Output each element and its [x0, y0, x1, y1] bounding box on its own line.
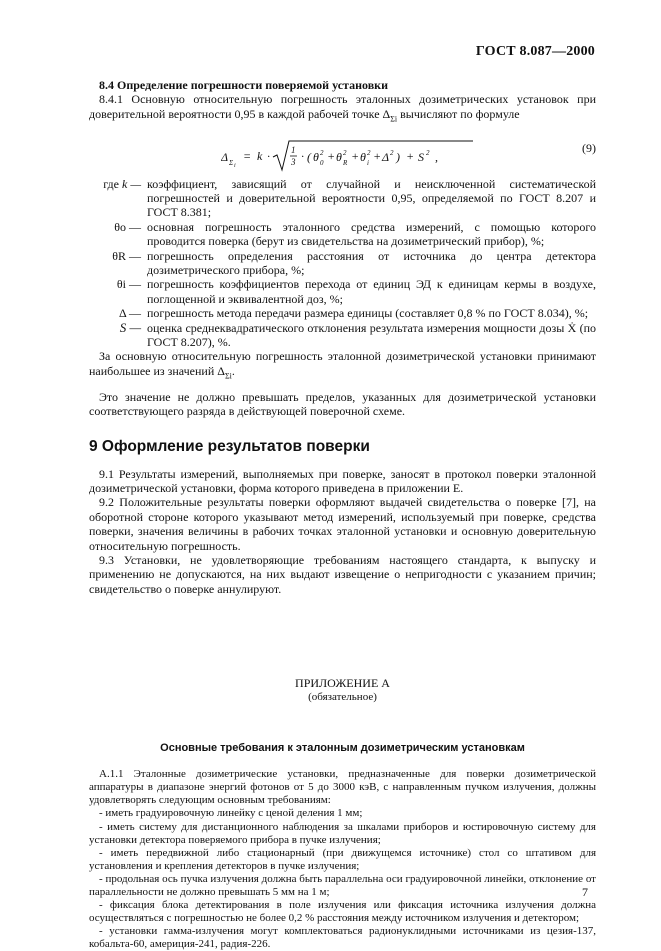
svg-text:S: S: [418, 149, 424, 164]
appendix-item: - иметь систему для дистанционного наблюдения за шкалами приборов и юстировочную систему для установки детектора поверяемого прибора в пучке излучения;: [89, 820, 596, 846]
formula-9: [89, 131, 596, 175]
section-8-4-paragraph-2: За основную относительную погрешность эталонной дозиметрической установки принимают наибольшее из значений $\Delta_{\Sigma i}$.: [89, 349, 596, 381]
svg-text:Σ: Σ: [229, 158, 234, 167]
definition-symbol: S —: [119, 319, 141, 335]
svg-text:(: (: [307, 149, 311, 164]
svg-text:R: R: [343, 158, 348, 167]
definition-text: погрешность коэффициентов перехода от единиц ЭД к единицам кермы в воздухе, поглощенной и эквивалентной доз, %;: [147, 277, 596, 306]
appendix-body: [89, 768, 596, 951]
svg-text:3: 3: [291, 156, 296, 167]
appendix-subtitle: (обязательное): [308, 691, 377, 704]
definition-symbol: Δ —: [118, 306, 141, 321]
svg-text:i: i: [234, 162, 236, 169]
svg-text:2: 2: [426, 148, 430, 157]
svg-text:·: ·: [267, 148, 270, 163]
svg-text:1: 1: [291, 144, 296, 155]
section-9-title: 9 Оформление результатов поверки: [89, 437, 370, 455]
svg-text:+: +: [327, 148, 336, 163]
definition-text: погрешность определения расстояния от источника до центра детектора дозиметрического прибора, %;: [147, 248, 596, 278]
standard-header: ГОСТ 8.087—2000: [475, 44, 595, 59]
definitions-list: [89, 177, 596, 350]
svg-text:2: 2: [390, 148, 394, 157]
definition-item: [89, 220, 596, 249]
appendix-intro: А.1.1 Эталонные дозиметрические установки, предназначенные для поверки дозиметрической аппаратуры в диапазоне энергий фотонов от 5 до 3000 кэВ, с направленным пучком излучения, должны удовлетворять следующим основным требованиям:: [89, 768, 596, 807]
appendix-heading: Основные требования к эталонным дозиметрическим установкам: [160, 742, 525, 755]
definition-text: оценка среднеквадратического отклонения результата измерения мощности дозы Ẋ (по ГОСТ 8.207), %.: [147, 320, 596, 350]
section-8-4-paragraph-3: Это значение не должно превышать пределов, указанных для дозиметрической установки соответствующего разряда в действующей поверочной схеме.: [89, 389, 596, 419]
formula-number: (9): [582, 140, 596, 155]
formula-expression: [221, 137, 481, 173]
svg-text:+: +: [351, 148, 360, 163]
svg-text:i: i: [367, 158, 369, 167]
definition-text: основная погрешность эталонного средства измерений, с помощью которого проводится поверка (берут из свидетельства на дозиметрический прибор), %;: [147, 219, 596, 249]
svg-text:2: 2: [343, 148, 347, 157]
svg-text:,: ,: [435, 149, 438, 164]
definition-item: [89, 277, 596, 306]
svg-text:Δ: Δ: [382, 149, 390, 164]
section-8-4-heading: 8.4 Определение погрешности поверяемой установки: [99, 78, 389, 92]
appendix-item: - продольная ось пучка излучения должна быть параллельна оси градуировочной линейки, отклонение от параллельности не должно превышать 5 мм на 1 м;: [89, 872, 596, 898]
appendix-item: - иметь передвижной либо стационарный (при движущемся источнике) стол со штативом для установления и крепления детекторов в пучке излучения;: [89, 846, 596, 872]
appendix-item: - фиксация блока детектирования в поле излучения или фиксация источника излучения должна осуществляться с погрешностью не более 0,2 % расстояния между источником излучения и детектором;: [89, 899, 596, 925]
appendix-item: - иметь градуировочную линейку с ценой деления 1 мм;: [99, 807, 363, 820]
svg-text:2: 2: [367, 148, 371, 157]
definition-text: погрешность метода передачи размера единицы (составляет 0,8 % по ГОСТ 8.034), %;: [147, 306, 589, 321]
section-9-paragraph: 9.2 Положительные результаты поверки оформляют выдачей свидетельства о поверке [7], на оборотной стороне которого указывают метод измерений, используемый при поверке, средства поверки, значения величины в рабочих точках эталонной установки и основную доверительную относительную погрешность.: [89, 495, 596, 553]
definition-item: [89, 177, 596, 220]
svg-text:Δ: Δ: [221, 149, 229, 164]
definition-text: коэффициент, зависящий от случайной и неисключенной систематической погрешностей и доверительной вероятности 0,95, определяемой по ГОСТ 8.207 и ГОСТ 8.381;: [147, 176, 596, 220]
appendix-title: ПРИЛОЖЕНИЕ А: [295, 676, 390, 691]
svg-text:): ): [396, 149, 400, 164]
svg-text:k: k: [257, 148, 263, 163]
svg-text:0: 0: [320, 158, 324, 167]
page-number: 7: [582, 885, 588, 899]
page-content: [89, 78, 596, 951]
svg-text:·: ·: [301, 148, 304, 163]
svg-text:2: 2: [320, 148, 324, 157]
svg-text:+: +: [406, 148, 415, 163]
svg-text:θ: θ: [336, 149, 342, 164]
definition-item: [89, 321, 596, 350]
definition-symbol: θi —: [116, 277, 141, 292]
section-9-paragraph: 9.3 Установки, не удовлетворяющие требованиям настоящего стандарта, к выпуску и применению не допускаются, на них выдают извещение о непригодности с указанием причин; свидетельство о поверке аннулируют.: [89, 552, 596, 596]
appendix-item: - установки гамма-излучения могут комплектоваться радионуклидными источниками из цезия-137, кобальта-60, америция-241, радия-226.: [89, 925, 596, 951]
definition-symbol: θR —: [112, 248, 141, 263]
section-8-4-1-paragraph: 8.4.1 Основную относительную погрешность эталонных дозиметрических установок при доверительной вероятности 0,95 в каждой рабочей точке $\Delta_{\Sigma i}$ вычисляют по формуле: [89, 92, 596, 124]
svg-text:=: =: [243, 148, 252, 163]
definition-item: [89, 249, 596, 278]
svg-text:θ: θ: [360, 149, 366, 164]
section-9-paragraph: 9.1 Результаты измерений, выполняемых при поверке, заносят в протокол поверки эталонной дозиметрической установки, форма которого приведена в приложении Е.: [89, 466, 596, 495]
definition-symbol: где k —: [103, 176, 141, 191]
definition-item: [89, 306, 596, 320]
definition-symbol: θo —: [114, 219, 141, 234]
svg-text:+: +: [373, 148, 382, 163]
svg-text:θ: θ: [313, 149, 319, 164]
